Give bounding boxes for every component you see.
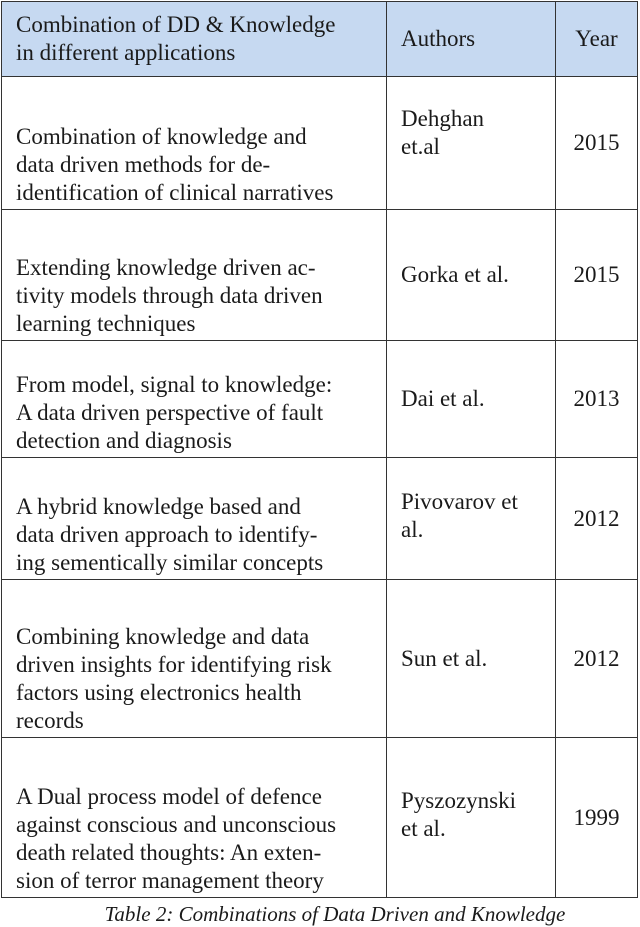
row-title: From model, signal to knowledge: A data driven perspective of fault detection and diagnosis <box>2 341 387 458</box>
combinations-table <box>1 1 638 898</box>
header-year: Year <box>556 2 638 77</box>
row-authors: Dehghan et.al <box>387 77 556 210</box>
row-authors: Gorka et al. <box>387 210 556 341</box>
row-authors: Pyszozynski et al. <box>387 738 556 898</box>
table-header <box>2 2 638 77</box>
row-authors: Dai et al. <box>387 341 556 458</box>
table-row <box>2 77 638 210</box>
row-year: 2015 <box>556 77 638 210</box>
header-row <box>2 2 638 77</box>
row-year: 1999 <box>556 738 638 898</box>
row-year: 2013 <box>556 341 638 458</box>
row-authors: Pivovarov et al. <box>387 458 556 580</box>
row-title: A Dual process model of defence against conscious and unconscious death related thoughts: An exten- sion of terror management theory <box>2 738 387 898</box>
row-year: 2012 <box>556 458 638 580</box>
table-row <box>2 458 638 580</box>
header-authors: Authors <box>387 2 556 77</box>
header-combination: Combination of DD & Knowledge in different applications <box>2 2 387 77</box>
row-title: Extending knowledge driven ac- tivity models through data driven learning techniques <box>2 210 387 341</box>
table-row <box>2 341 638 458</box>
table-caption: Table 2: Combinations of Data Driven and Knowledge <box>104 902 566 926</box>
table-row <box>2 210 638 341</box>
table-row <box>2 580 638 738</box>
row-authors: Sun et al. <box>387 580 556 738</box>
row-year: 2012 <box>556 580 638 738</box>
row-title: Combining knowledge and data driven insights for identifying risk factors using electronics health records <box>2 580 387 738</box>
row-title: A hybrid knowledge based and data driven approach to identify- ing sementically similar concepts <box>2 458 387 580</box>
row-title: Combination of knowledge and data driven methods for de- identification of clinical narratives <box>2 77 387 210</box>
row-year: 2015 <box>556 210 638 341</box>
table-body <box>2 77 638 898</box>
table-row <box>2 738 638 898</box>
